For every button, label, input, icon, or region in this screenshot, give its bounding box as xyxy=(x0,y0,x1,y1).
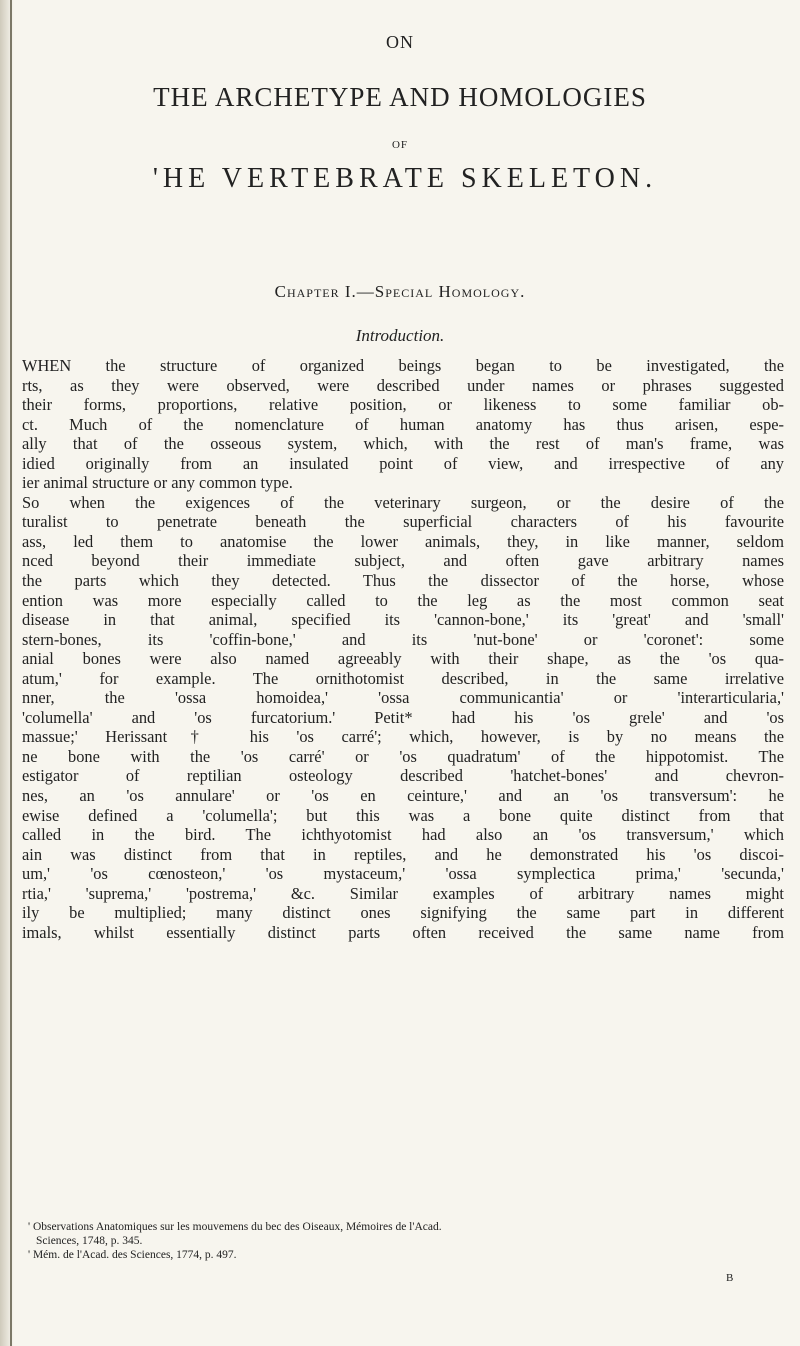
header-subtitle: 'HE VERTEBRATE SKELETON. xyxy=(152,163,658,194)
body-line: massue;' Herissant† his 'os carré'; which, however, is by no means the xyxy=(22,727,784,747)
body-line: estigator of reptilian osteology described 'hatchet-bones' and chevron- xyxy=(22,766,784,786)
body-line: ention was more especially called to the leg as the most common seat xyxy=(22,590,784,610)
body-line: nes, an 'os annulare' or 'os en ceinture,' and an 'os transversum': he xyxy=(22,786,784,806)
body-line: atum,' for example. The ornithotomist described, in the same irrelative xyxy=(22,668,784,688)
body-line: rts, as they were observed, were described under names or phrases suggested xyxy=(22,375,784,395)
body-line: stern-bones, its 'coffin-bone,' and its 'nut-bone' or 'coronet': some xyxy=(22,629,784,649)
body-line: 'columella' and 'os furcatorium.' Petit* had his 'os grele' and 'os xyxy=(22,707,784,727)
body-line: ain was distinct from that in reptiles, and he demonstrated his 'os discoi- xyxy=(22,844,784,864)
body-line: the parts which they detected. Thus the dissector of the horse, whose xyxy=(22,571,784,591)
body-line: imals, whilst essentially distinct parts often received the same name from xyxy=(22,922,784,942)
footnote-line: Sciences, 1748, p. 345. xyxy=(36,1235,143,1247)
signature-mark: B xyxy=(726,1272,734,1284)
body-line: nner, the 'ossa homoidea,' 'ossa communicantia' or 'interarticularia,' xyxy=(22,688,784,708)
body-line: ct. Much of the nomenclature of human anatomy has thus arisen, espe- xyxy=(22,414,784,434)
body-line: turalist to penetrate beneath the superficial characters of his favourite xyxy=(22,512,784,532)
body-line: um,' 'os cœnosteon,' 'os mystaceum,' 'ossa symplectica prima,' 'secunda,' xyxy=(22,864,784,884)
binding-line xyxy=(10,0,12,1346)
body-line: called in the bird. The ichthyotomist had also an 'os transversum,' which xyxy=(22,825,784,845)
body-line: disease in that animal, specified its 'cannon-bone,' its 'great' and 'small' xyxy=(22,610,784,630)
body-line: rtia,' 'suprema,' 'postrema,' &c. Similar examples of arbitrary names might xyxy=(22,883,784,903)
body-line: anial bones were also named agreeably with their shape, as the 'os qua- xyxy=(22,649,784,669)
body-line: nced beyond their immediate subject, and often gave arbitrary names xyxy=(22,551,784,571)
header-on: ON xyxy=(386,32,414,52)
footnote-line: ' Mém. de l'Acad. des Sciences, 1774, p. 497. xyxy=(28,1249,237,1261)
header-of: OF xyxy=(391,139,409,151)
body-line: ne bone with the 'os carré' or 'os quadratum' of the hippotomist. The xyxy=(22,746,784,766)
section-heading: Introduction. xyxy=(355,326,445,345)
body-line: ewise defined a 'columella'; but this was a bone quite distinct from that xyxy=(22,805,784,825)
body-line: ass, led them to anatomise the lower animals, they, in like manner, seldom xyxy=(22,531,784,551)
body-line: ier animal structure or any common type. xyxy=(22,473,293,493)
chapter-heading: Chapter I.—Special Homology. xyxy=(274,282,526,301)
body-line: idied originally from an insulated point of view, and irrespective of any xyxy=(22,453,784,473)
footnotes xyxy=(28,1220,768,1262)
body-line: ally that of the osseous system, which, with the rest of man's frame, was xyxy=(22,434,784,454)
body-line: ily be multiplied; many distinct ones signifying the same part in different xyxy=(22,903,784,923)
header-title: THE ARCHETYPE AND HOMOLOGIES xyxy=(153,82,647,112)
body-line: WHEN the structure of organized beings began to be investigated, the xyxy=(22,356,784,375)
body-text xyxy=(22,356,784,942)
body-line: their forms, proportions, relative position, or likeness to some familiar ob- xyxy=(22,395,784,415)
body-line: So when the exigences of the veterinary surgeon, or the desire of the xyxy=(22,492,784,512)
footnote-line: ' Observations Anatomiques sur les mouvemens du bec des Oiseaux, Mémoires de l'Acad. xyxy=(28,1221,442,1233)
